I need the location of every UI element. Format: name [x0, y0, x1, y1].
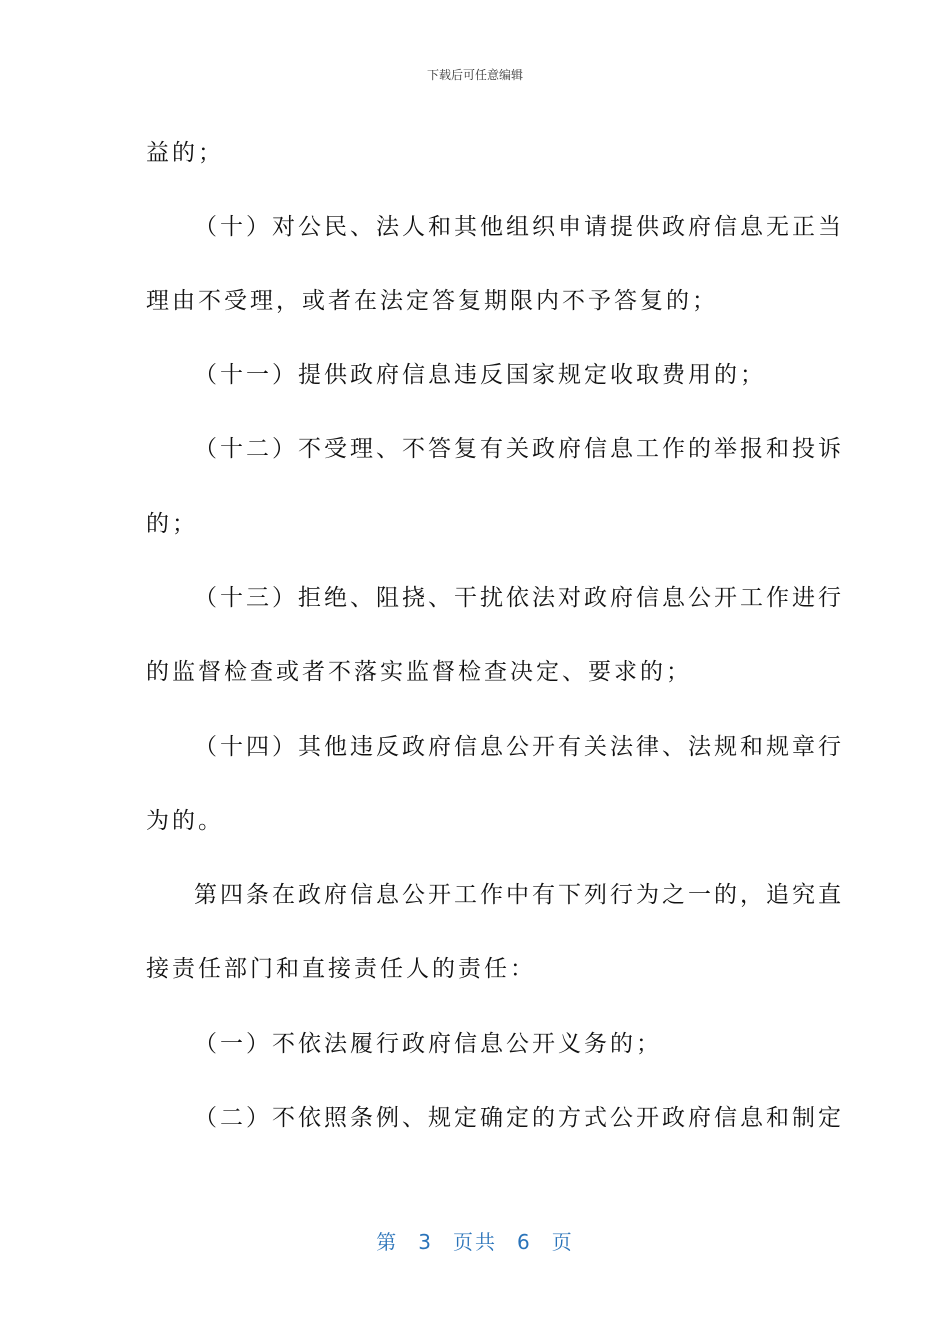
text-line: （十三）拒绝、阻挠、干扰依法对政府信息公开工作进行 — [194, 585, 844, 611]
page-footer — [0, 1226, 950, 1255]
text-line: 接责任部门和直接责任人的责任： — [146, 956, 536, 982]
text-line: （十）对公民、法人和其他组织申请提供政府信息无正当 — [194, 214, 844, 240]
text-line: 为的。 — [146, 808, 224, 834]
text-line: （二）不依照条例、规定确定的方式公开政府信息和制定 — [194, 1105, 844, 1131]
footer-total-pages: 6 — [517, 1230, 532, 1254]
text-line: 理由不受理，或者在法定答复期限内不予答复的； — [146, 288, 718, 314]
text-line: 的监督检查或者不落实监督检查决定、要求的； — [146, 659, 692, 685]
text-line: 益的； — [146, 140, 224, 166]
footer-current-page: 3 — [418, 1230, 433, 1254]
text-line: （十一）提供政府信息违反国家规定收取费用的； — [194, 362, 766, 388]
text-line: 第四条在政府信息公开工作中有下列行为之一的，追究直 — [194, 882, 844, 908]
text-line: 的； — [146, 511, 198, 537]
text-line: （一）不依法履行政府信息公开义务的； — [194, 1031, 662, 1057]
text-line: （十四）其他违反政府信息公开有关法律、法规和规章行 — [194, 734, 844, 760]
footer-prefix: 第 — [376, 1230, 399, 1254]
page-header: 下载后可任意编辑 — [426, 68, 523, 82]
text-line: （十二）不受理、不答复有关政府信息工作的举报和投诉 — [194, 436, 844, 462]
footer-suffix: 页 — [551, 1230, 574, 1254]
footer-middle: 页共 — [453, 1230, 497, 1254]
